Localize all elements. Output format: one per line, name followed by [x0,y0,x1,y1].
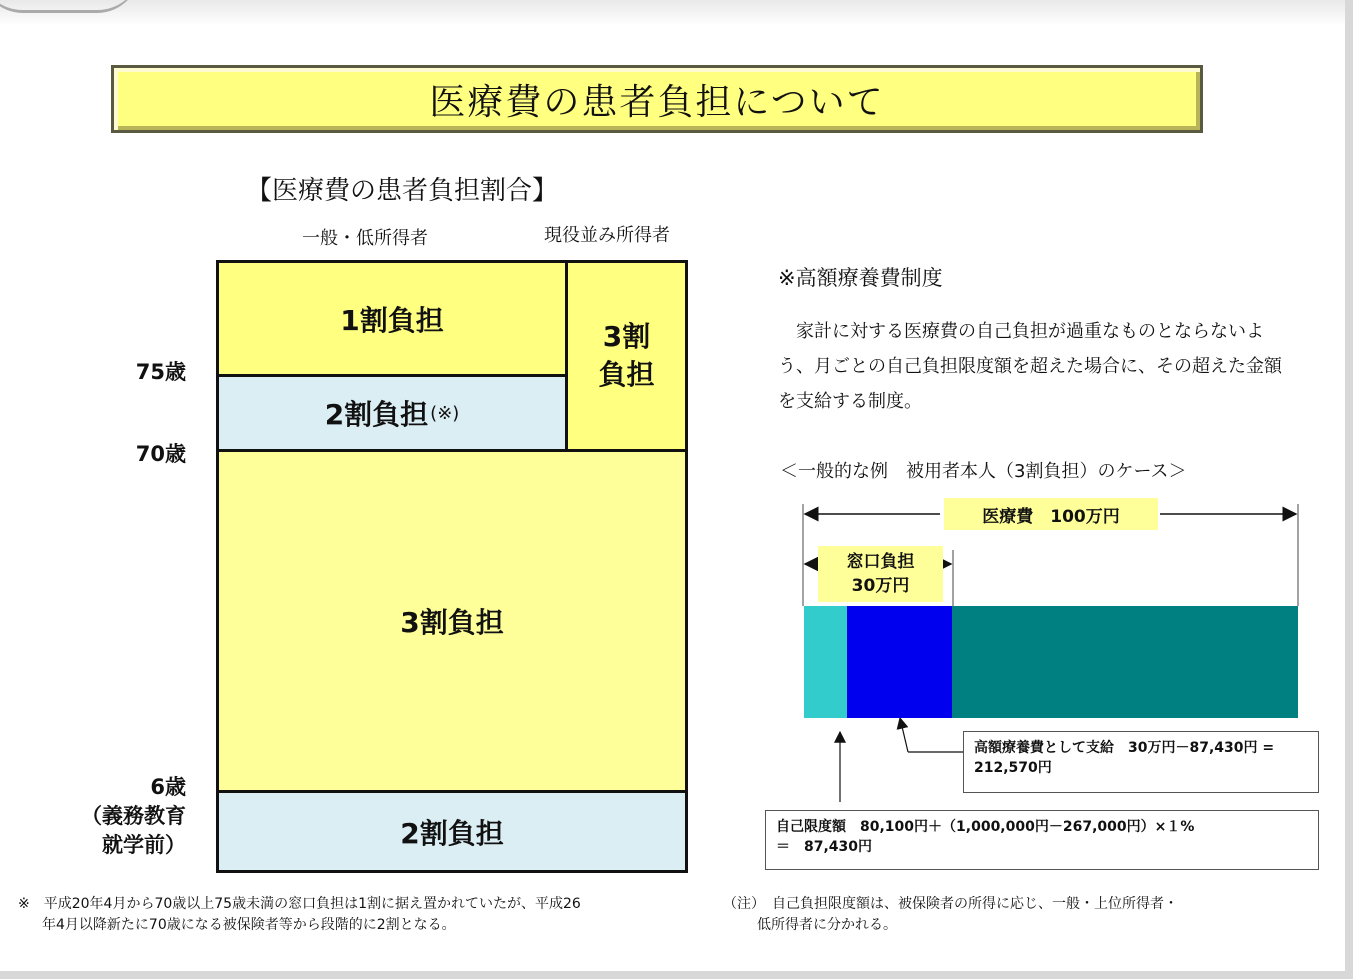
cell-preschool [216,790,688,873]
column-header-high-income: 現役並み所得者 [544,225,670,246]
footnote-line: 年4月以降新たに70歳になる被保険者等から段階的に2割となる。 [42,917,456,933]
cell-label: 2割負担 [324,398,429,431]
age-line: 就学前） [102,833,186,857]
footnote-right [723,894,1343,936]
system-description: 家計に対する医療費の自己負担が過重なものとならないよう、月ごとの自己負担限度額を超えた場合に、その超えた金額を支給する制度。 [778,321,1282,412]
column-header-general: 一般・低所得者 [302,228,428,249]
bar-segment-3 [952,606,1298,718]
cell-label: 1割負担 [340,303,444,337]
window-label-line: 30万円 [851,576,910,596]
total-cost-label: 医療費 100万円 [944,498,1158,530]
callout-line: ＝ 87,430円 [776,839,873,855]
callout-line: 212,570円 [974,760,1052,776]
cell-note: (※) [430,402,460,424]
cell-label: 3割負担 [400,606,504,639]
top-strip [0,0,1353,26]
bar-segment-2 [847,606,952,718]
footnote-line: 低所得者に分かれる。 [757,917,897,933]
footnote-left [18,894,718,936]
cell-label: 2割負担 [400,816,504,850]
footnote-line: （注） 自己負担限度額は、被保険者の所得に応じ、一般・上位所得者・ [723,896,1178,912]
cell-over75-general [216,260,568,377]
bar-segment-1 [804,606,847,718]
cell-working-age [216,449,688,793]
cell-high-income: 3割 負担 [565,260,688,452]
callout-line: 高額療養費として支給 30万円－87,430円 = [974,740,1275,756]
cell-70to74-general [216,374,568,452]
footnote-line: ※ 平成20年4月から70歳以上75歳未満の窓口負担は1割に据え置かれていたが、平成26 [18,896,581,912]
age-line: 6歳 [150,775,186,799]
reimbursement-callout [963,731,1319,793]
self-limit-callout [765,810,1319,870]
callout-line: 自己限度額 80,100円＋（1,000,000円－267,000円）×１% [776,819,1195,835]
age-label-6 [60,773,186,860]
system-heading: ※高額療養費制度 [778,266,943,290]
page-title: 医療費の患者負担について [111,65,1203,133]
slide-edge [1345,0,1353,979]
age-label-70: 70歳 [135,442,186,466]
case-title: ＜一般的な例 被用者本人（3割負担）のケース＞ [780,461,1187,482]
window-label-line: 窓口負担 [846,552,915,572]
slide-edge-bottom [0,971,1353,979]
reimburse-pointer [900,718,908,752]
age-line: （義務教育 [81,804,186,828]
cost-bar [804,606,1298,718]
window-payment-label [818,546,943,602]
age-label-75: 75歳 [135,360,186,384]
section-subtitle: 【医療費の患者負担割合】 [246,176,559,206]
